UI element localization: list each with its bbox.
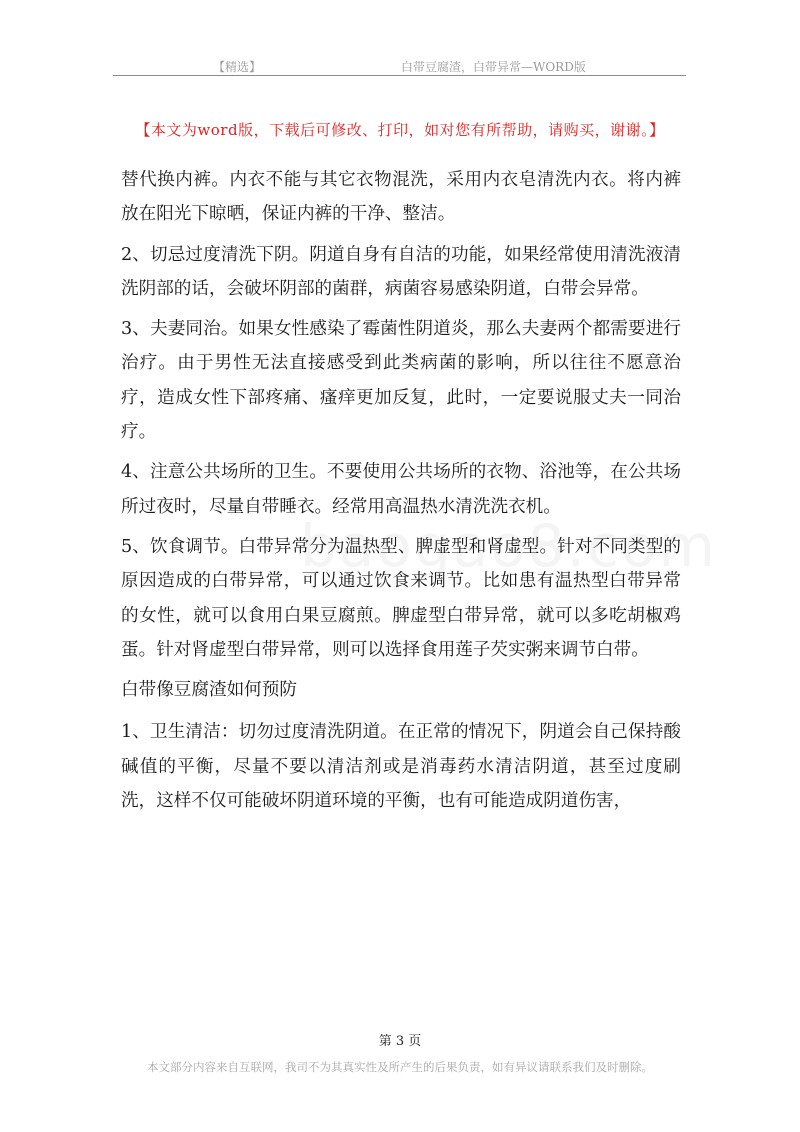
body-paragraph: 1、卫生清洁：切勿过度清洗阴道。在正常的情况下，阴道会自己保持酸碱值的平衡，尽量不要以清洁剂或是消毒药水清洁阴道，甚至过度刷洗，这样不仅可能破坏阴道环境的平衡，也有可能造成阴道伤害， bbox=[121, 722, 681, 812]
header-divider bbox=[113, 75, 686, 76]
body-paragraph: 4、注意公共场所的卫生。不要使用公共场所的衣物、浴池等，在公共场所过夜时，尽量自带睡衣。经常用高温热水清洗洗衣机。 bbox=[121, 462, 681, 517]
body-paragraph: 3、夫妻同治。如果女性感染了霉菌性阴道炎，那么夫妻两个都需要进行治疗。由于男性无法直接感受到此类病菌的影响，所以往往不愿意治疗，造成女性下部疼痛、瘙痒更加反复，此时，一定要说服丈夫一同治疗。 bbox=[121, 319, 681, 443]
header-doc-title: 白带豆腐渣，白带异常—WORD版 bbox=[401, 60, 586, 74]
section-heading: 白带像豆腐渣如何预防 bbox=[121, 680, 297, 701]
document-body bbox=[121, 163, 681, 824]
purchase-notice: 【本文为word版，下载后可修改、打印，如对您有所帮助，请购买，谢谢。】 bbox=[135, 121, 665, 139]
body-paragraph: 5、饮食调节。白带异常分为温热型、脾虚型和肾虚型。针对不同类型的原因造成的白带异常，可以通过饮食来调节。比如患有温热型白带异常的女性，就可以食用白果豆腐煎。脾虚型白带异常，就可以多吃胡椒鸡蛋。针对肾虚型白带异常，则可以选择食用莲子芡实粥来调节白带。 bbox=[121, 536, 681, 660]
body-paragraph: 替代换内裤。内衣不能与其它衣物混洗，采用内衣皂清洗内衣。将内裤放在阳光下晾晒，保证内裤的干净、整洁。 bbox=[121, 170, 681, 225]
header-left-label: 【精选】 bbox=[213, 60, 262, 74]
page-number: 第 3 页 bbox=[378, 1034, 422, 1049]
body-paragraph: 2、切忌过度清洗下阴。阴道自身有自洁的功能，如果经常使用清洗液清洗阴部的话，会破坏阴部的菌群，病菌容易感染阴道，白带会异常。 bbox=[121, 244, 681, 299]
page-header bbox=[113, 56, 686, 76]
footer-disclaimer: 本文部分内容来自互联网，我司不为其真实性及所产生的后果负责，如有异议请联系我们及时删除。 bbox=[147, 1060, 653, 1074]
